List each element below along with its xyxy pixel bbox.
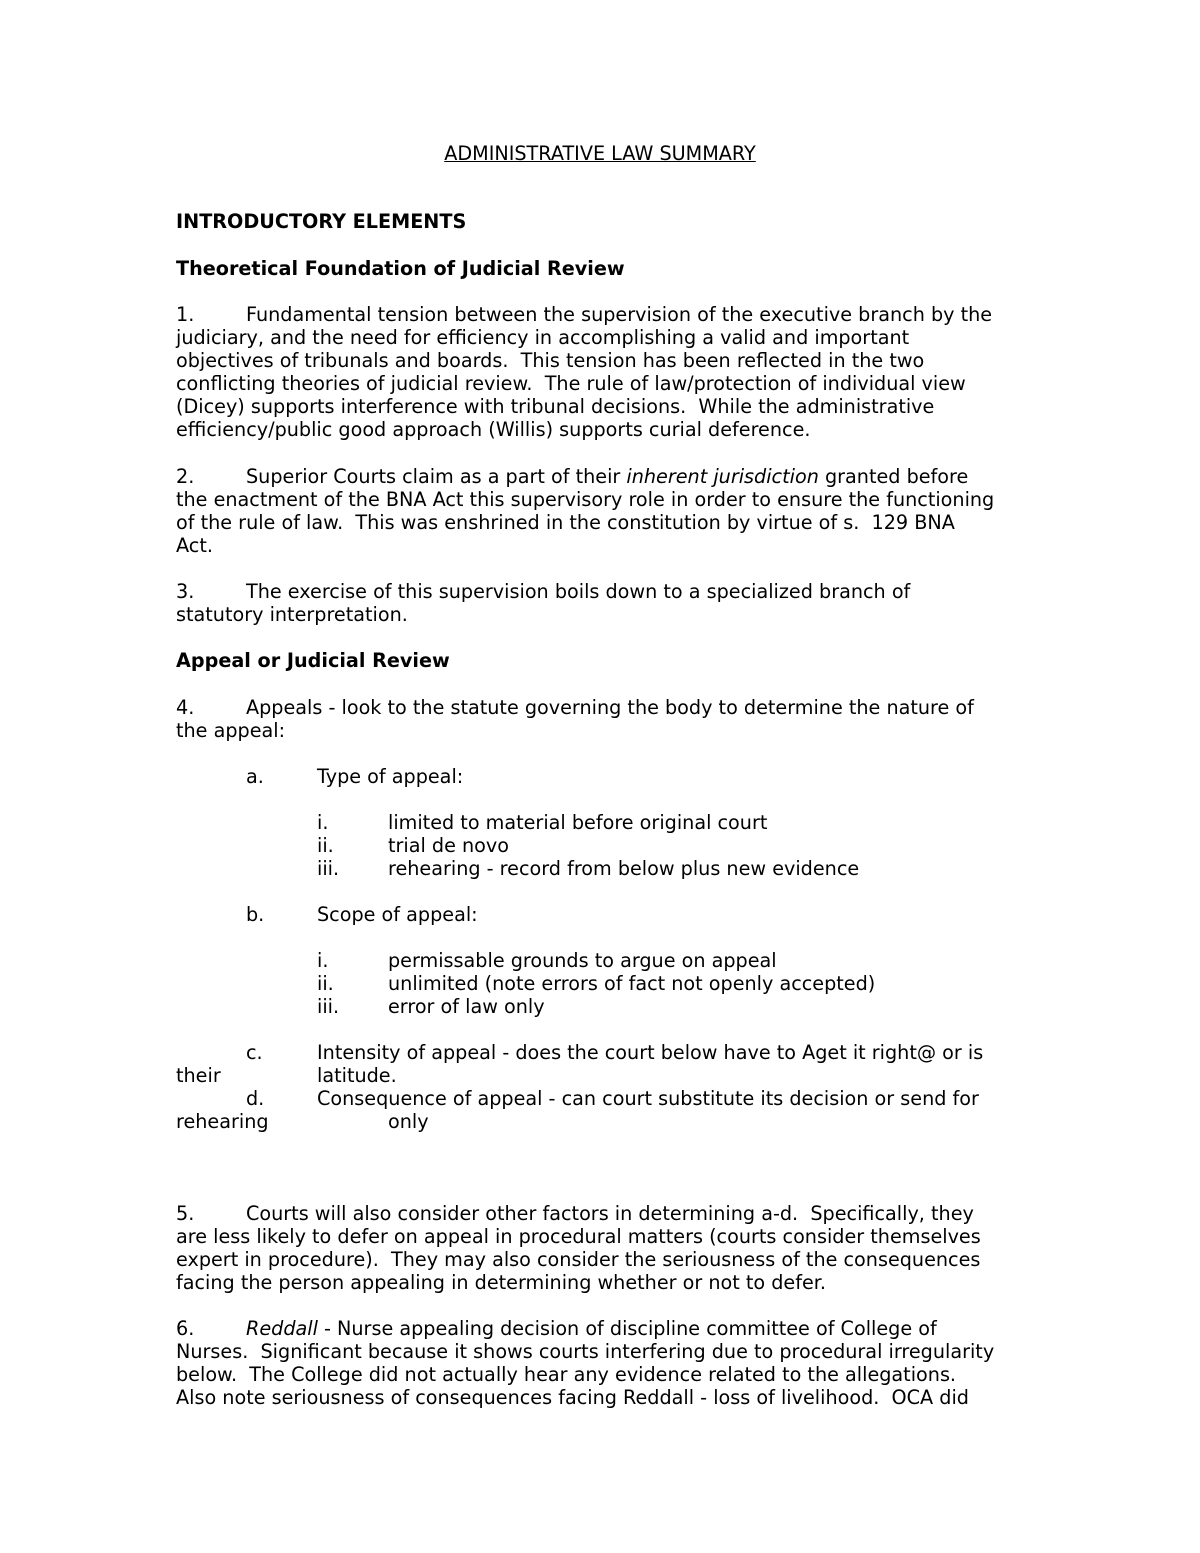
paragraph-3-number: 3. bbox=[176, 580, 195, 603]
paragraph-1-number: 1. bbox=[176, 303, 195, 326]
paragraph-4-number: 4. bbox=[176, 696, 195, 719]
paragraph-4-line-1: Appeals - look to the statute governing the body to determine the nature of bbox=[246, 696, 974, 719]
paragraph-1-line-1: Fundamental tension between the supervision of the executive branch by the bbox=[246, 303, 993, 326]
list-d-wrap-left: rehearing bbox=[176, 1110, 269, 1133]
list-a-item-3-number: iii. bbox=[317, 857, 340, 880]
paragraph-5-line-2: are less likely to defer on appeal in procedural matters (courts consider themselves bbox=[176, 1225, 981, 1248]
list-b-item-1-number: i. bbox=[317, 949, 329, 972]
list-a-label: a. bbox=[246, 765, 264, 788]
list-a-item-2-text: trial de novo bbox=[388, 834, 510, 857]
paragraph-1-line-6: efficiency/public good approach (Willis) supports curial deference. bbox=[176, 418, 811, 441]
list-b-item-2-number: ii. bbox=[317, 972, 334, 995]
paragraph-2-line-4: Act. bbox=[176, 534, 213, 557]
paragraph-2-line-2: the enactment of the BNA Act this supervisory role in order to ensure the functioning bbox=[176, 488, 995, 511]
paragraph-5-line-3: expert in procedure). They may also consider the seriousness of the consequences bbox=[176, 1248, 981, 1271]
list-c-text: Intensity of appeal - does the court below have to Aget it right@ or is bbox=[317, 1041, 984, 1064]
list-b-item-3-text: error of law only bbox=[388, 995, 545, 1018]
list-c-label: c. bbox=[246, 1041, 263, 1064]
reddall-case-name: Reddall bbox=[246, 1317, 318, 1340]
section-heading-introductory: INTRODUCTORY ELEMENTS bbox=[176, 210, 467, 233]
list-a-item-1-text: limited to material before original court bbox=[388, 811, 768, 834]
inherent-jurisdiction-term: inherent jurisdiction bbox=[626, 465, 819, 488]
paragraph-5-line-1: Courts will also consider other factors in determining a-d. Specifically, they bbox=[246, 1202, 974, 1225]
list-d-wrap-right: only bbox=[388, 1110, 429, 1133]
paragraph-3-line-1: The exercise of this supervision boils down to a specialized branch of bbox=[246, 580, 911, 603]
paragraph-2-line-1: Superior Courts claim as a part of their inherent jurisdiction granted before bbox=[246, 465, 969, 488]
list-c-wrap-left: their bbox=[176, 1064, 221, 1087]
list-c-wrap-right: latitude. bbox=[317, 1064, 397, 1087]
paragraph-6-line-1: Reddall - Nurse appealing decision of discipline committee of College of bbox=[246, 1317, 937, 1340]
paragraph-6-line-4: Also note seriousness of consequences facing Reddall - loss of livelihood. OCA did bbox=[176, 1386, 969, 1409]
list-a-item-2-number: ii. bbox=[317, 834, 334, 857]
paragraph-2-line-3: of the rule of law. This was enshrined in the constitution by virtue of s. 129 BNA bbox=[176, 511, 955, 534]
list-b-item-2-text: unlimited (note errors of fact not openly accepted) bbox=[388, 972, 876, 995]
paragraph-3-line-2: statutory interpretation. bbox=[176, 603, 408, 626]
subheading-appeal-or-judicial-review: Appeal or Judicial Review bbox=[176, 649, 450, 672]
subheading-theoretical-foundation: Theoretical Foundation of Judicial Review bbox=[176, 257, 625, 280]
paragraph-6-line-3: below. The College did not actually hear any evidence related to the allegations. bbox=[176, 1363, 957, 1386]
list-a-item-3-text: rehearing - record from below plus new evidence bbox=[388, 857, 860, 880]
paragraph-1-line-5: (Dicey) supports interference with tribunal decisions. While the administrative bbox=[176, 395, 935, 418]
paragraph-2-number: 2. bbox=[176, 465, 195, 488]
list-b-text: Scope of appeal: bbox=[317, 903, 478, 926]
paragraph-1-line-4: conflicting theories of judicial review. The rule of law/protection of individual view bbox=[176, 372, 966, 395]
list-a-text: Type of appeal: bbox=[317, 765, 464, 788]
list-b-item-1-text: permissable grounds to argue on appeal bbox=[388, 949, 777, 972]
paragraph-6-number: 6. bbox=[176, 1317, 195, 1340]
paragraph-4-line-2: the appeal: bbox=[176, 719, 286, 742]
paragraph-5-line-4: facing the person appealing in determining whether or not to defer. bbox=[176, 1271, 826, 1294]
paragraph-5-number: 5. bbox=[176, 1202, 195, 1225]
paragraph-1-line-3: objectives of tribunals and boards. This tension has been reflected in the two bbox=[176, 349, 925, 372]
document-title: ADMINISTRATIVE LAW SUMMARY bbox=[444, 142, 756, 165]
list-b-item-3-number: iii. bbox=[317, 995, 340, 1018]
paragraph-6-line-2: Nurses. Significant because it shows courts interfering due to procedural irregularity bbox=[176, 1340, 995, 1363]
list-a-item-1-number: i. bbox=[317, 811, 329, 834]
paragraph-1-line-2: judiciary, and the need for efficiency in accomplishing a valid and important bbox=[176, 326, 910, 349]
list-d-label: d. bbox=[246, 1087, 265, 1110]
list-d-text: Consequence of appeal - can court substitute its decision or send for bbox=[317, 1087, 979, 1110]
list-b-label: b. bbox=[246, 903, 265, 926]
